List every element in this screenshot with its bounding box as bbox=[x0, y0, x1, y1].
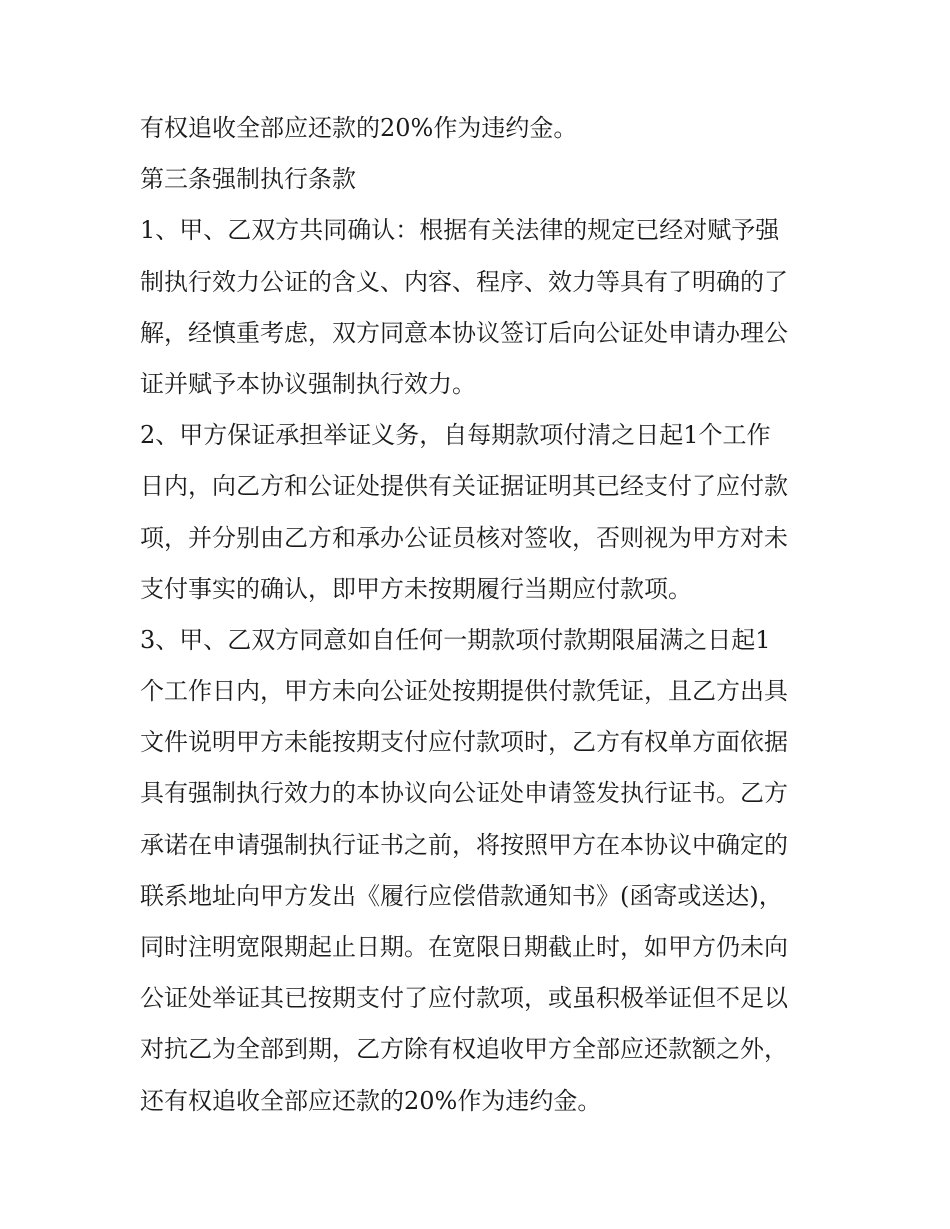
text-line: 项，并分别由乙方和承办公证员核对签收，否则视为甲方对未 bbox=[140, 523, 788, 552]
text-line: 文件说明甲方未能按期支付应付款项时，乙方有权单方面依据 bbox=[140, 728, 788, 757]
document-body bbox=[140, 103, 815, 1127]
text-line: 2、甲方保证承担举证义务，自每期款项付清之日起1个工作 bbox=[140, 421, 771, 450]
text-line: 还有权追收全部应还款的20%作为违约金。 bbox=[140, 1086, 602, 1115]
text-line: 制执行效力公证的含义、内容、程序、效力等具有了明确的了 bbox=[140, 267, 788, 296]
text-line: 1、甲、乙双方共同确认：根据有关法律的规定已经对赋予强 bbox=[140, 216, 780, 245]
text-line: 有权追收全部应还款的20%作为违约金。 bbox=[140, 114, 578, 142]
text-line: 个工作日内，甲方未向公证处按期提供付款凭证，且乙方出具 bbox=[140, 677, 788, 706]
text-line: 3、甲、乙双方同意如自任何一期款项付款期限届满之日起1 bbox=[140, 625, 771, 654]
text-line: 证并赋予本协议强制执行效力。 bbox=[140, 369, 476, 398]
text-line: 承诺在申请强制执行证书之前，将按照甲方在本协议中确定的 bbox=[140, 830, 788, 859]
text-line: 对抗乙为全部到期，乙方除有权追收甲方全部应还款额之外， bbox=[140, 1035, 788, 1064]
text-line: 日内，向乙方和公证处提供有关证据证明其已经支付了应付款 bbox=[140, 472, 788, 501]
text-line: 联系地址向甲方发出《履行应偿借款通知书》(函寄或送达)， bbox=[140, 881, 783, 910]
text-line: 具有强制执行效力的本协议向公证处申请签发执行证书。乙方 bbox=[140, 779, 788, 808]
text-line: 同时注明宽限期起止日期。在宽限日期截止时，如甲方仍未向 bbox=[140, 933, 788, 961]
section-heading: 第三条强制执行条款 bbox=[140, 165, 356, 194]
text-line: 支付事实的确认，即甲方未按期履行当期应付款项。 bbox=[140, 574, 692, 603]
text-line: 解，经慎重考虑，双方同意本协议签订后向公证处申请办理公 bbox=[140, 318, 788, 347]
text-line: 公证处举证其已按期支付了应付款项，或虽积极举证但不足以 bbox=[140, 984, 788, 1013]
